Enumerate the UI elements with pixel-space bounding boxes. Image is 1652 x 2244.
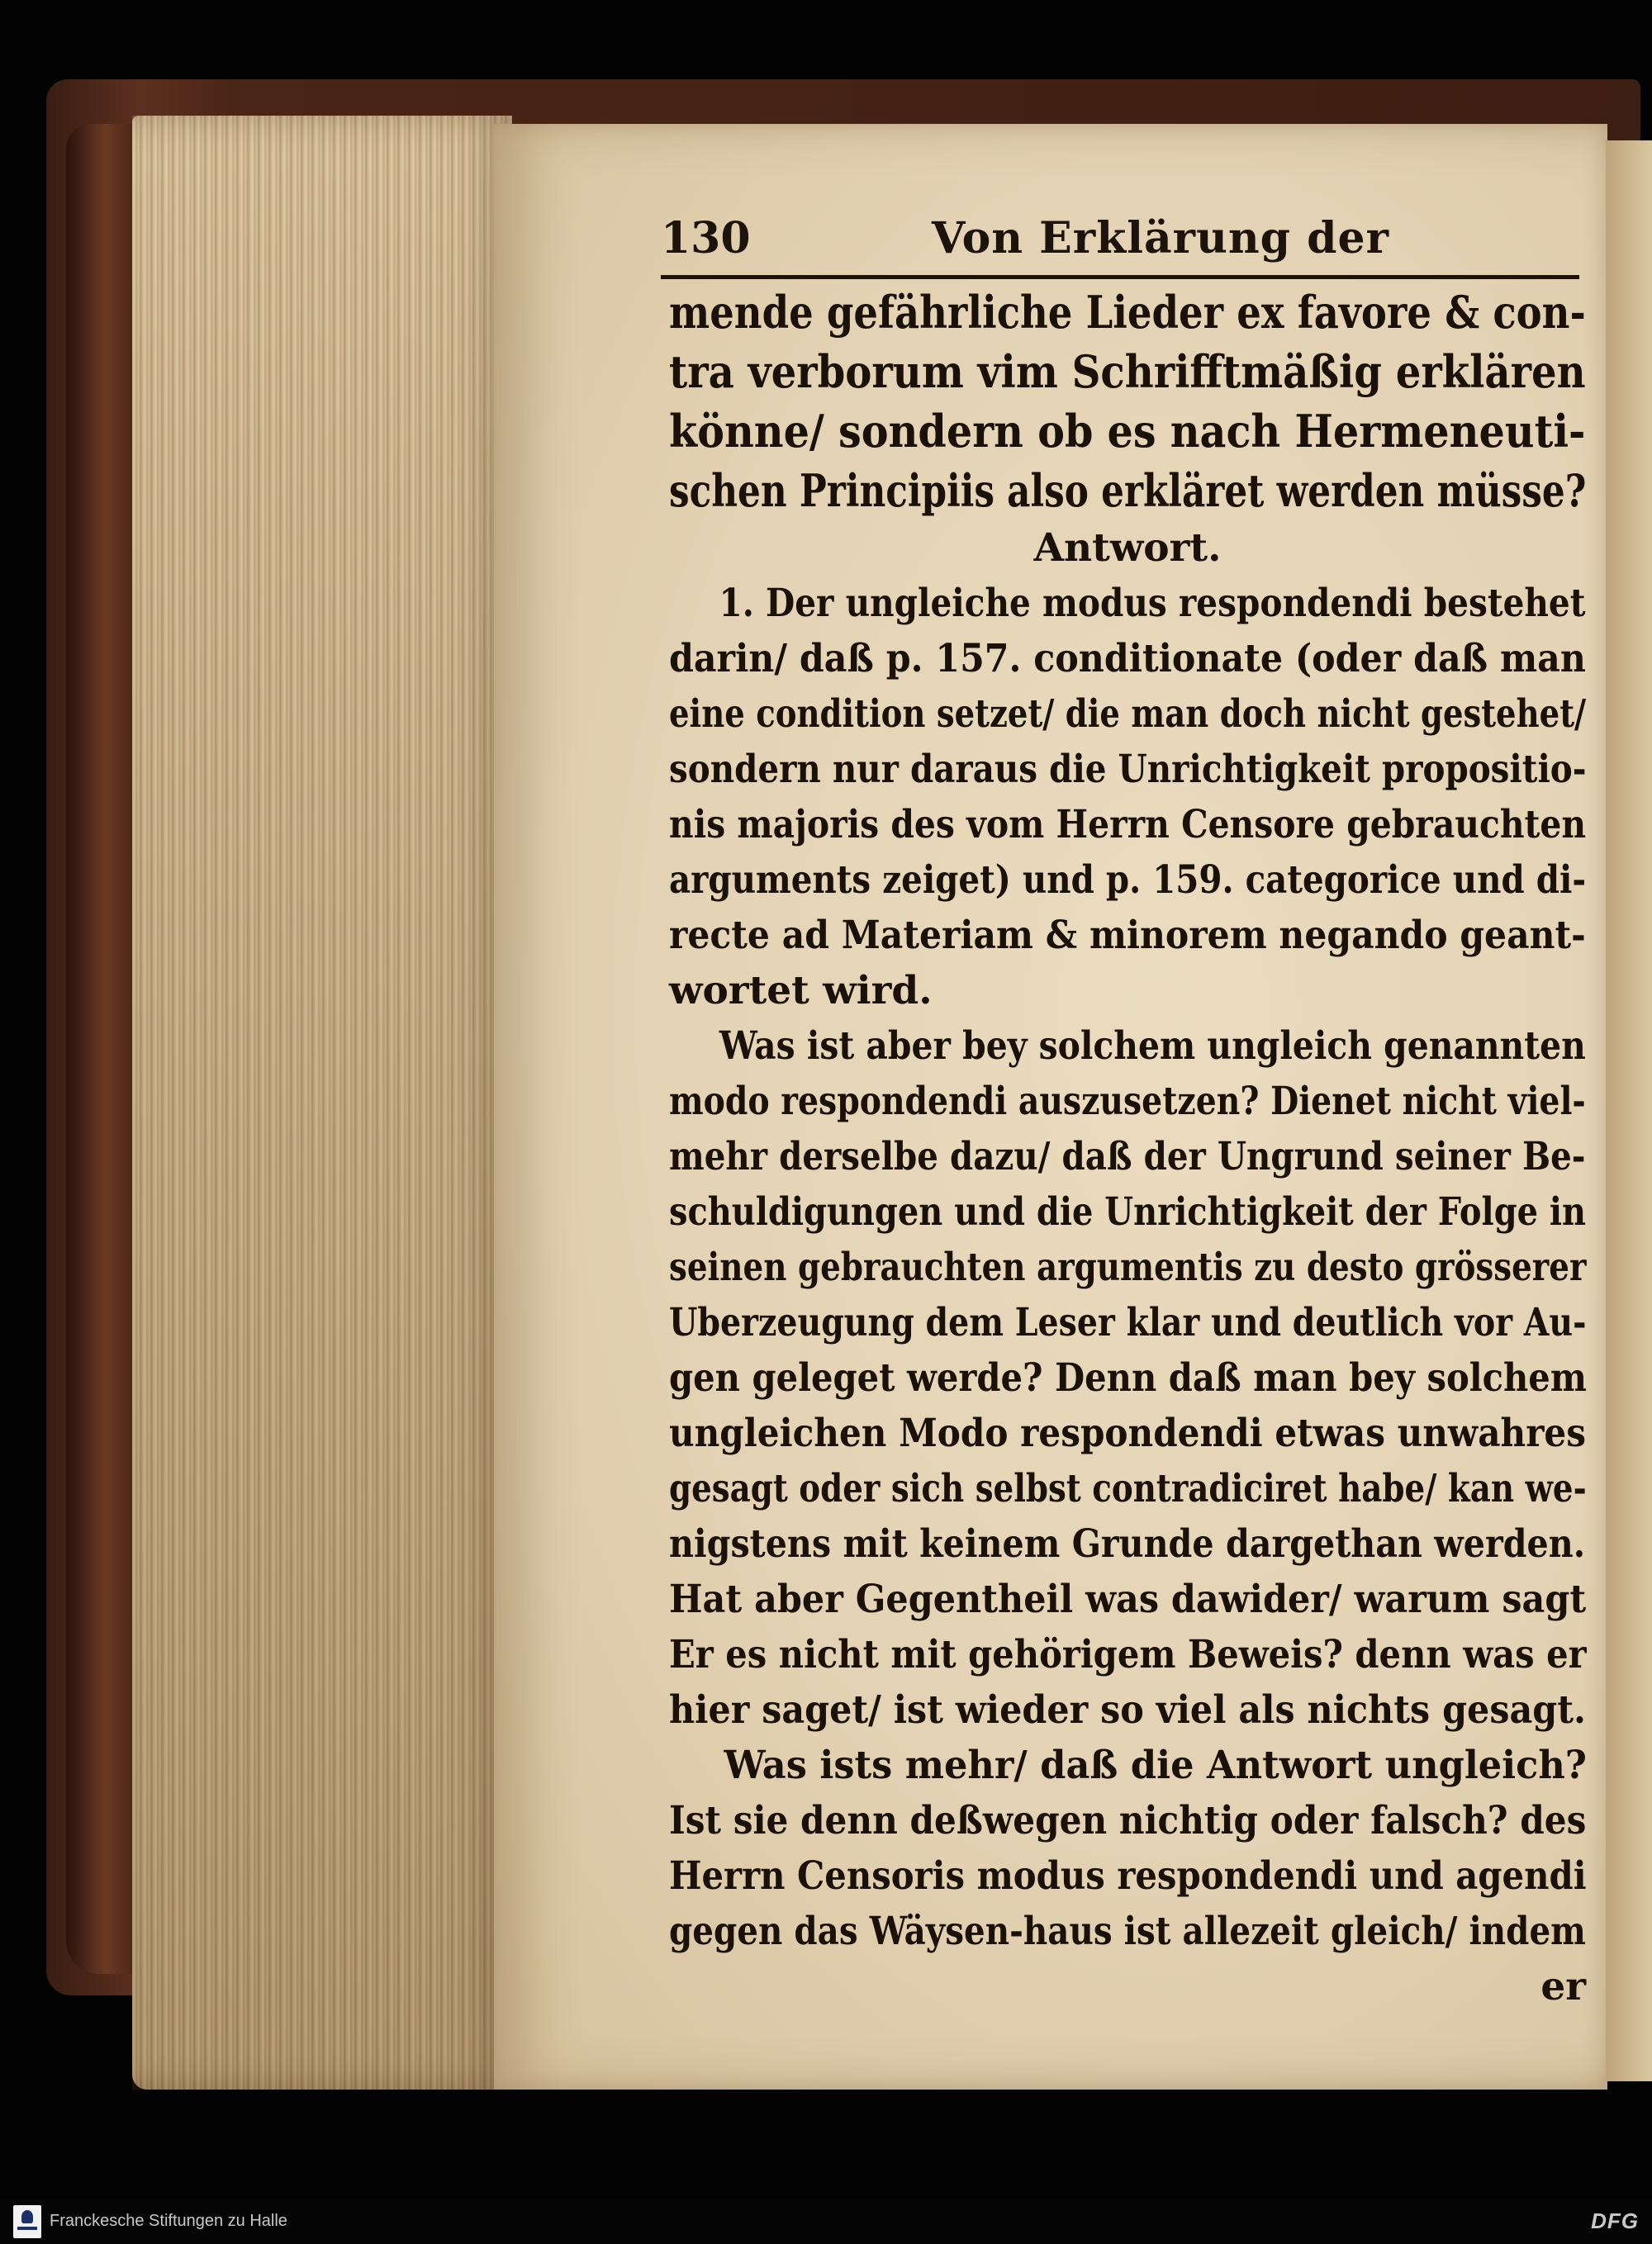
text-line: mehr derselbe dazu/ daß der Ungrund seiner Be- — [669, 1134, 1586, 1179]
catchword: er — [1540, 1964, 1586, 2009]
text-line: gen geleget werde? Denn daß man bey solchem — [669, 1355, 1587, 1401]
text-line: darin/ daß p. 157. conditionate (oder daß man — [669, 636, 1586, 681]
text-line: schuldigungen und die Unrichtigkeit der Folge in — [669, 1189, 1587, 1235]
text-line: hier saget/ ist wieder so viel als nichts gesagt. — [669, 1687, 1586, 1733]
text-line: eine condition setzet/ die man doch nicht gestehet/ — [669, 691, 1587, 737]
institution-name: Franckesche Stiftungen zu Halle — [50, 2212, 287, 2230]
text-line: modo respondendi auszusetzen? Dienet nicht viel- — [669, 1079, 1586, 1124]
text-line: nis majoris des vom Herrn Censore gebrauchten — [669, 802, 1587, 847]
text-line: könne/ sondern ob es nach Hermeneuti- — [669, 405, 1586, 458]
text-line: nigstens mit keinem Grunde dargethan werden. — [669, 1521, 1586, 1567]
text-line: 1. Der ungleiche modus respondendi bestehet — [719, 581, 1586, 626]
page-number: 130 — [661, 213, 751, 263]
text-line: Was ist aber bey solchem ungleich genannten — [719, 1023, 1586, 1069]
dfg-logo: DFG — [1591, 2208, 1639, 2233]
text-line: sondern nur daraus die Unrichtigkeit propositio- — [669, 747, 1587, 792]
text-line: tra verborum vim Schrifftmäßig erklären — [669, 345, 1586, 398]
text-line: Er es nicht mit gehörigem Beweis? denn was er — [669, 1632, 1587, 1677]
facing-page-edge — [1606, 140, 1652, 2081]
text-line: wortet wird. — [669, 968, 933, 1013]
section-heading: Antwort. — [1033, 525, 1222, 571]
header-rule — [661, 275, 1579, 279]
text-line: mende gefährliche Lieder ex favore & con- — [669, 286, 1586, 339]
viewer-footer — [0, 2199, 1652, 2244]
text-line: seinen gebrauchten argumentis zu desto grösserer — [669, 1245, 1587, 1290]
running-head-title: Von Erklärung der — [932, 213, 1389, 263]
page-edges-stack — [132, 116, 512, 2090]
text-line: gesagt oder sich selbst contradiciret habe/ kan we- — [669, 1466, 1587, 1511]
text-line: Hat aber Gegentheil was dawider/ warum sagt — [669, 1577, 1587, 1622]
text-line: Ist sie denn deßwegen nichtig oder falsch? des — [669, 1798, 1587, 1843]
text-line: Was ists mehr/ daß die Antwort ungleich? — [724, 1743, 1587, 1788]
text-line: ungleichen Modo respondendi etwas unwahres — [669, 1411, 1586, 1456]
text-line: Uberzeugung dem Leser klar und deutlich vor Au- — [669, 1300, 1587, 1345]
text-line: gegen das Wäysen-haus ist allezeit gleich/ indem — [669, 1909, 1586, 1954]
institution-logo-icon — [13, 2205, 41, 2238]
text-line: Herrn Censoris modus respondendi und agendi — [669, 1853, 1587, 1899]
page-text — [669, 282, 1586, 2014]
text-line: recte ad Materiam & minorem negando geant- — [669, 913, 1586, 958]
running-head — [661, 213, 1578, 271]
text-line: arguments zeiget) und p. 159. categorice und di- — [669, 857, 1587, 903]
text-line: schen Principiis also erkläret werden müsse? — [669, 464, 1587, 517]
